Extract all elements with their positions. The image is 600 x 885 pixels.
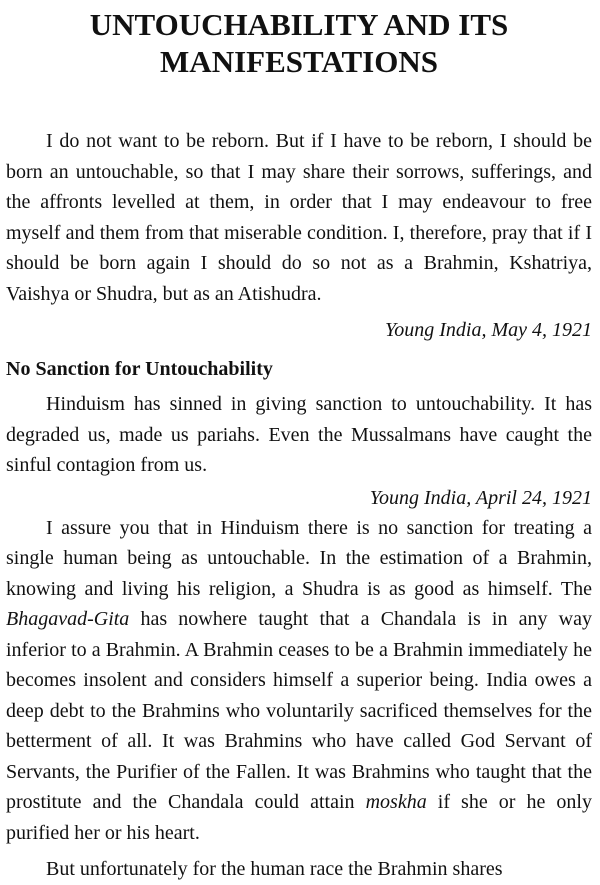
citation-young-india-april-1921: Young India, April 24, 1921 [369,486,592,509]
italic-term: moskha [365,791,427,813]
paragraph-reborn-untouchable: I do not want to be reborn. But if I have to be reborn, I should be born an untouchable, so that I may share their sorrows, sufferings, and the affronts levelled at them, in order that I may endeavour to free myself and them from that miserable condition. I, therefore, pray that if I should be born again I should do so not as a Brahmin, Kshatriya, Vaishya or Shudra, but as an Atishudra. [6,130,592,305]
paragraph-text-segment: if she or he only purified her or his heart. [6,791,592,844]
paragraph-no-sanction-assurance [6,513,592,849]
citation-young-india-may-1921: Young India, May 4, 1921 [384,319,592,341]
italic-book-title: Bhagavad-Gita [6,608,130,630]
chapter-title-line-1: UNTOUCHABILITY AND ITS [89,7,509,42]
chapter-title [6,0,592,80]
paragraph-text-segment: has nowhere taught that a Chandala is in any way inferior to a Brahmin. A Brahmin ceases to be a Brahmin immediately he becomes insolent and considers himself a superior being. India owes a deep debt to the Brahmins who voluntarily sacrificed themselves for the betterment of all. It was Brahmins who have called God Servant of Servants, the Purifier of the Fallen. It was Brahmins who taught that the prostitute and the Chandala could attain [6,608,592,813]
paragraph-hinduism-sinned: Hinduism has sinned in giving sanction to untouchability. It has degraded us, made us pariahs. Even the Mussalmans have caught the sinful contagion from us. [6,393,592,476]
chapter-title-line-2: MANIFESTATIONS [160,44,438,79]
paragraph-text-segment: I assure you that in Hinduism there is no sanction for treating a single human being as untouchable. In the estimation of a Brahmin, knowing and living his religion, a Shudra is as good as himself. The [6,516,592,600]
section-heading-no-sanction: No Sanction for Untouchability [6,358,273,380]
paragraph-brahmin-shares: But unfortunately for the human race the Brahmin shares [46,858,503,880]
